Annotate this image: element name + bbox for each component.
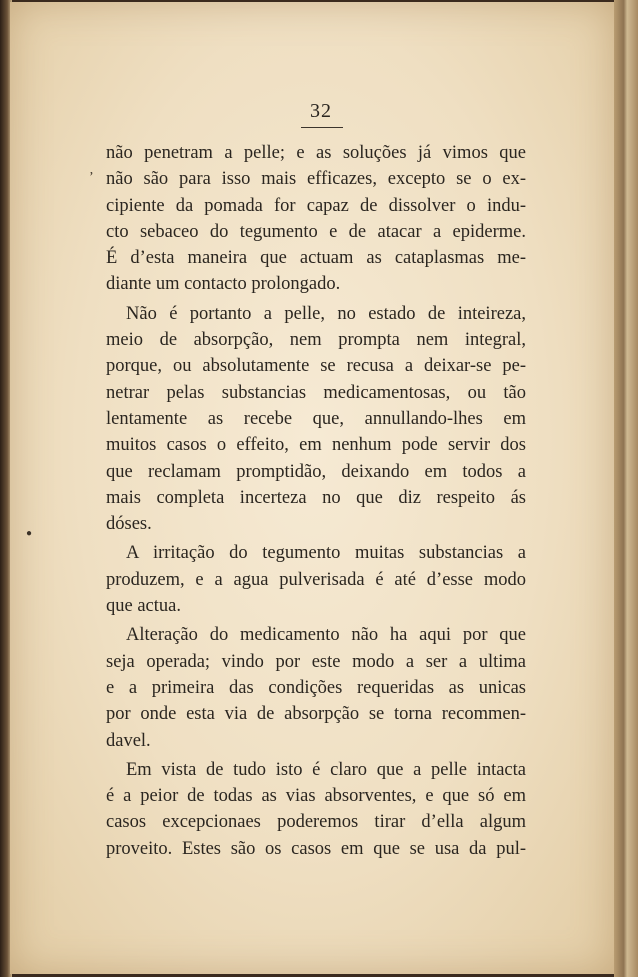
text-line: é a peior de todas as vias absorventes, e que só em	[106, 786, 526, 807]
text-line: seja operada; vindo por este modo a ser a ultima	[106, 651, 526, 672]
text-line: lentamente as recebe que, annullando-lhes em	[106, 408, 526, 429]
page-stack-edge	[614, 0, 638, 977]
text-line: produzem, e a agua pulverisada é até d’esse modo	[106, 569, 526, 590]
text-line: Alteração do medicamento não ha aqui por que	[126, 625, 526, 646]
margin-tick-mark: ʼ	[89, 170, 94, 185]
text-line: e a primeira das condições requeridas as unicas	[106, 677, 526, 698]
text-line: proveito. Estes são os casos em que se usa da pul-	[106, 838, 526, 859]
text-line: mais completa incerteza no que diz respeito ás	[106, 487, 526, 508]
text-line: davel.	[106, 730, 151, 751]
text-line: muitos casos o effeito, em nenhum pode servir dos	[106, 435, 526, 456]
body-text	[106, 140, 526, 862]
page-number: 32	[310, 100, 332, 122]
text-line: netrar pelas substancias medicamentosas, ou tão	[106, 382, 526, 403]
text-line: por onde esta via de absorpção se torna recommen-	[106, 704, 526, 725]
text-line: não são para isso mais efficazes, excepto se o ex-	[106, 169, 526, 190]
text-line: porque, ou absolutamente se recusa a deixar-se pe-	[106, 356, 526, 377]
text-line: diante um contacto prolongado.	[106, 274, 341, 295]
text-line: não penetram a pelle; e as soluções já vimos que	[106, 143, 526, 163]
text-line: cipiente da pomada for capaz de dissolver o indu-	[106, 195, 526, 216]
text-line: que reclamam promptidão, deixando em todos a	[106, 461, 526, 482]
text-line: cto sebaceo do tegumento e de atacar a epiderme.	[106, 221, 526, 242]
page-number-rule	[301, 127, 343, 128]
text-line: que actua.	[106, 596, 181, 617]
text-line: dóses.	[106, 514, 152, 535]
text-line: casos excepcionaes poderemos tirar d’ella algum	[106, 812, 526, 833]
text-line: É d’esta maneira que actuam as cataplasmas me-	[106, 248, 526, 269]
text-line: A irritação do tegumento muitas substancias a	[126, 543, 526, 564]
text-line: Não é portanto a pelle, no estado de inteireza,	[126, 303, 526, 324]
text-line: Em vista de tudo isto é claro que a pelle intacta	[126, 759, 526, 780]
margin-dot-mark: ●	[26, 528, 33, 539]
text-line: meio de absorpção, nem prompta nem integral,	[106, 330, 526, 351]
